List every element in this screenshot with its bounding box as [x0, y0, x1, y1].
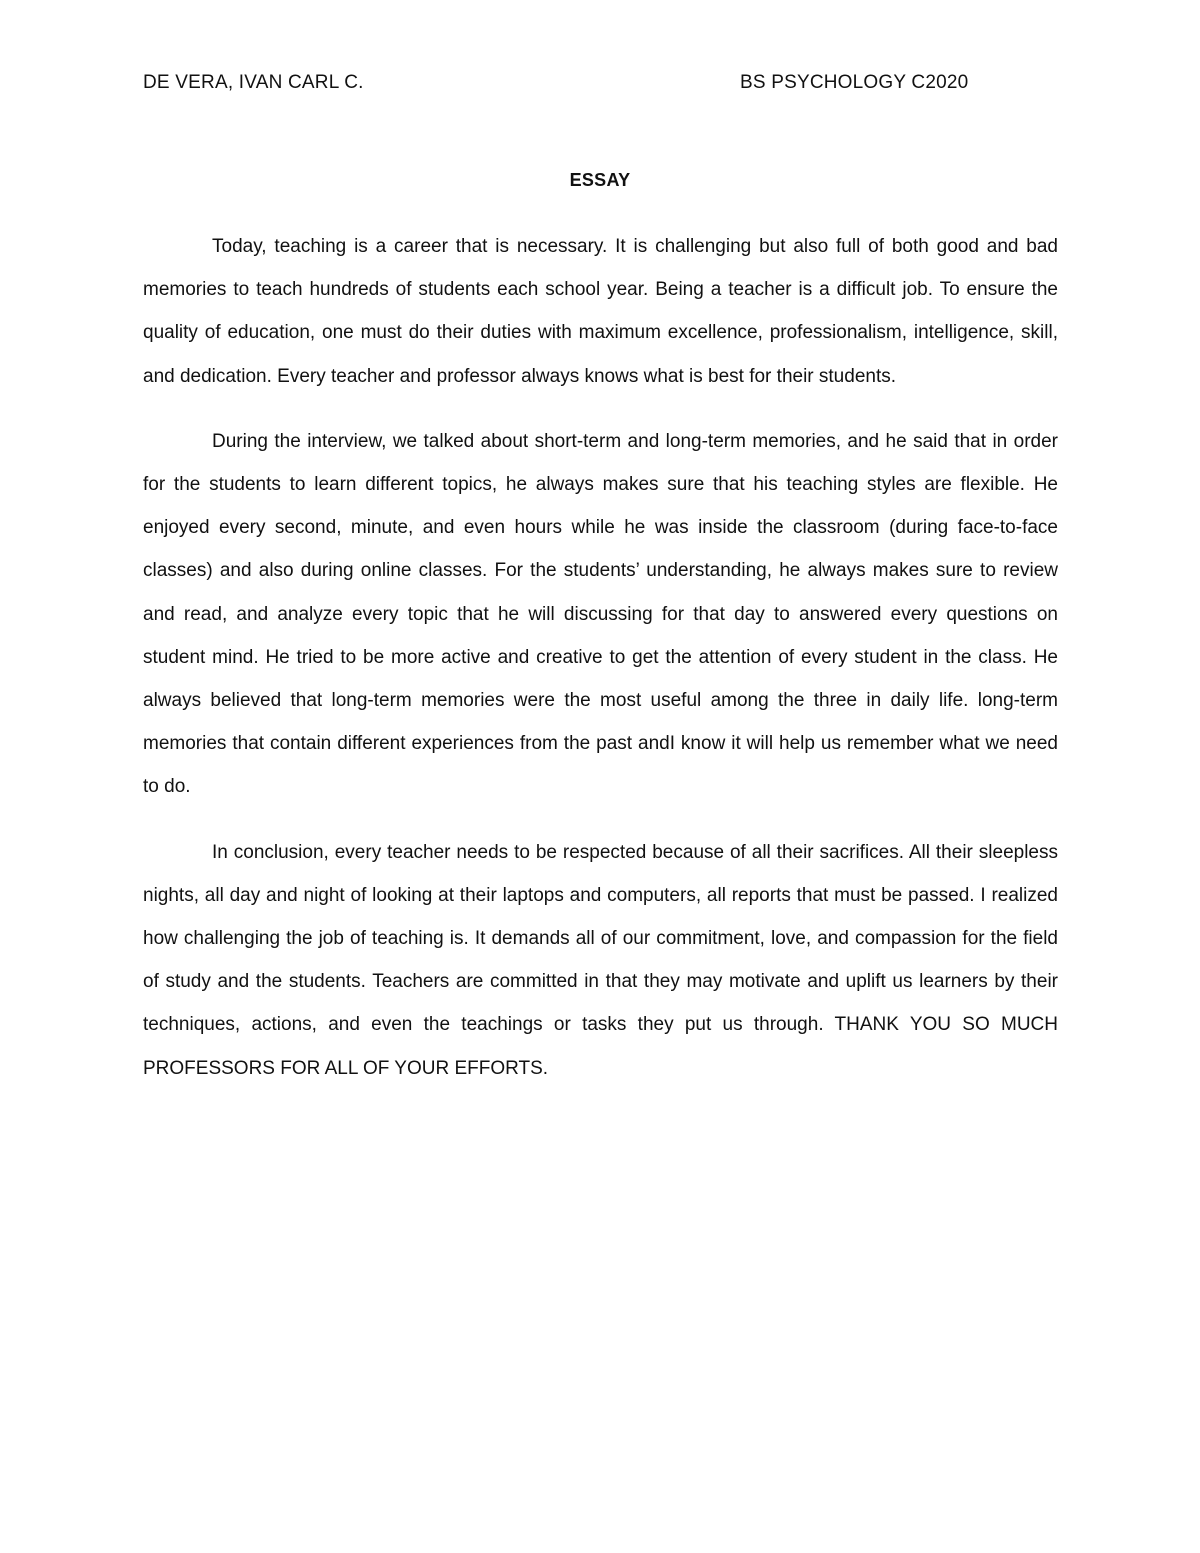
essay-title: ESSAY: [569, 170, 631, 190]
essay-body: [143, 225, 1058, 1090]
student-name: DE VERA, IVAN CARL C.: [143, 72, 364, 93]
paragraph-intro: Today, teaching is a career that is necessary. It is challenging but also full of both good and bad memories to teach hundreds of students each school year. Being a teacher is a difficult job. To ensure the quality of education, one must do their duties with maximum excellence, professionalism, intelligence, skill, and dedication. Every teacher and professor always knows what is best for their students.: [143, 236, 1058, 387]
course-section: BS PSYCHOLOGY C2020: [740, 72, 969, 93]
paragraph-conclusion: In conclusion, every teacher needs to be respected because of all their sacrifices. All their sleepless nights, all day and night of looking at their laptops and computers, all reports that must be passed. I realized how challenging the job of teaching is. It demands all of our commitment, love, and compassion for the field of study and the students. Teachers are committed in that they may motivate and uplift us learners by their techniques, actions, and even the teachings or tasks they put us through. THANK YOU SO MUCH PROFESSORS FOR ALL OF YOUR EFFORTS.: [143, 841, 1058, 1079]
paragraph-interview: During the interview, we talked about short-term and long-term memories, and he said that in order for the students to learn different topics, he always makes sure that his teaching styles are flexible. He enjoyed every second, minute, and even hours while he was inside the classroom (during face-to-face classes) and also during online classes. For the students’ understanding, he always makes sure to review and read, and analyze every topic that he will discussing for that day to answered every questions on student mind. He tried to be more active and creative to get the attention of every student in the class. He always believed that long-term memories were the most useful among the three in daily life. long-term memories that contain different experiences from the past andI know it will help us remember what we need to do.: [143, 430, 1058, 798]
